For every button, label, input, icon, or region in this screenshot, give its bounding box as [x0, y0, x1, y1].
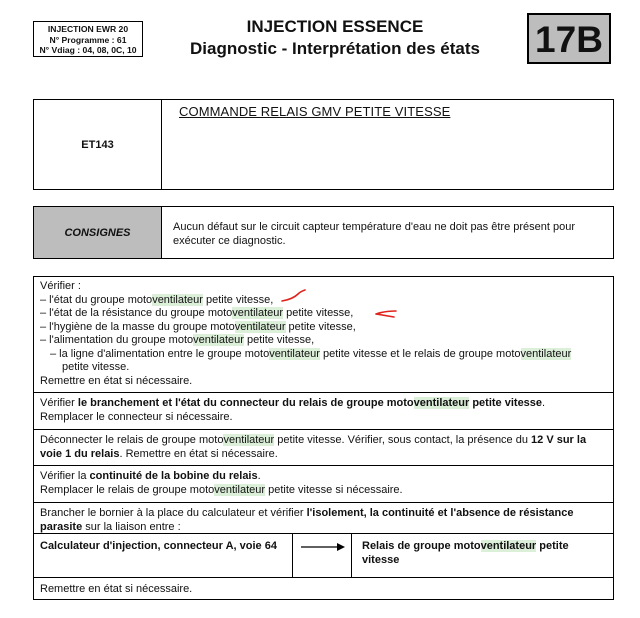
- text: Relais de groupe moto: [362, 540, 481, 552]
- final-repair: Remettre en état si nécessaire.: [40, 583, 193, 595]
- state-id: ET143: [34, 100, 162, 189]
- connection-from: Calculateur d'injection, connecteur A, voie 64: [40, 540, 277, 552]
- text: . Remettre en état si nécessaire.: [119, 447, 278, 460]
- diagnostic-procedure: [33, 276, 614, 600]
- section-code-badge: 17B: [527, 13, 611, 64]
- coil-check-section: [34, 466, 613, 503]
- text: .: [257, 470, 261, 482]
- insulation-check-section: [34, 503, 613, 534]
- check-sub-item: [40, 348, 607, 362]
- check-text: – la ligne d'alimentation entre le groupe moto: [50, 347, 270, 360]
- check-text: petite vitesse,: [283, 307, 354, 319]
- connection-row: [34, 534, 613, 578]
- text: Vérifier: [40, 397, 78, 409]
- header-info-box: [33, 21, 143, 57]
- consignes-table: [33, 206, 614, 259]
- connector-check-line: [40, 397, 607, 411]
- text: petite vitesse. Vérifier, sous contact, la présence du: [274, 434, 532, 446]
- check-text: petite vitesse,: [285, 320, 356, 333]
- bold-text: le branchement et l'état du connecteur du relais de groupe moto: [77, 397, 414, 409]
- bold-text: 12 V sur la voie 1 du relais: [40, 434, 587, 460]
- check-intro: Vérifier :: [40, 280, 81, 292]
- text: petite vitesse si nécessaire.: [265, 483, 403, 496]
- text: sur la liaison entre :: [82, 520, 181, 533]
- text: Déconnecter le relais de groupe moto: [40, 434, 224, 446]
- bold-text: l'isolement, la continuité et l'absence de résistance parasite: [40, 507, 574, 533]
- check-item: [40, 307, 607, 321]
- text: petite vitesse: [362, 540, 569, 566]
- highlight: ventilateur: [234, 320, 286, 333]
- check-item: [40, 321, 607, 335]
- state-table: [33, 99, 614, 190]
- highlight: ventilateur: [269, 347, 320, 360]
- highlight: ventilateur: [223, 434, 275, 446]
- check-text: – l'état de la résistance du groupe moto: [40, 307, 233, 319]
- text: Vérifier la: [40, 470, 90, 482]
- bold-text: petite vitesse: [469, 397, 543, 409]
- check-text: – l'hygiène de la masse du groupe moto: [40, 320, 235, 333]
- connector-check-line2: Remplacer le connecteur si nécessaire.: [40, 410, 233, 423]
- connection-arrow-cell: [292, 534, 352, 578]
- red-arrow-annotation-icon: [372, 307, 400, 321]
- check-item: [40, 334, 607, 348]
- bold-text: continuité de la bobine du relais: [89, 470, 258, 482]
- check-text: petite vitesse,: [202, 293, 274, 306]
- check-text: – l'état du groupe moto: [40, 293, 153, 306]
- check-item: [40, 294, 607, 308]
- header-info-line: N° Vdiag : 04, 08, 0C, 10: [39, 45, 137, 55]
- check-repair: Remettre en état si nécessaire.: [40, 374, 193, 387]
- arrow-right-icon: [293, 534, 351, 578]
- consignes-label: CONSIGNES: [34, 207, 162, 258]
- coil-check-line: [40, 470, 607, 484]
- check-sub-item-cont: petite vitesse.: [62, 361, 130, 373]
- connection-to: [362, 540, 602, 567]
- voltage-check-section: [34, 430, 613, 466]
- highlight: ventilateur: [520, 347, 572, 360]
- check-text: petite vitesse et le relais de groupe moto: [319, 347, 521, 360]
- state-title: COMMANDE RELAIS GMV PETITE VITESSE: [179, 104, 451, 119]
- highlight: ventilateur: [152, 293, 203, 306]
- header-info-line: N° Programme : 61: [49, 34, 127, 45]
- header-info-line: INJECTION EWR 20: [47, 24, 129, 34]
- page-title: INJECTION ESSENCE: [246, 17, 424, 36]
- red-check-annotation-icon: [280, 288, 308, 306]
- check-text: petite vitesse,: [243, 334, 315, 346]
- check-section: [34, 277, 613, 393]
- page-subtitle: Diagnostic - Interprétation des états: [190, 39, 480, 58]
- coil-check-line2: [40, 484, 607, 498]
- highlight: ventilateur: [214, 483, 266, 496]
- check-text: – l'alimentation du groupe moto: [40, 334, 194, 346]
- text: .: [542, 397, 546, 409]
- highlight: ventilateur: [480, 540, 537, 552]
- connector-check-section: [34, 393, 613, 430]
- highlight: ventilateur: [193, 334, 244, 346]
- text: Brancher le bornier à la place du calculateur et vérifier: [40, 507, 307, 519]
- consignes-text: Aucun défaut sur le circuit capteur température d'eau ne doit pas être présent pour exécuter ce diagnostic.: [173, 221, 576, 247]
- highlight: ventilateur: [232, 307, 284, 319]
- highlight: ventilateur: [413, 397, 470, 409]
- text: Remplacer le relais de groupe moto: [40, 483, 215, 496]
- page-title-block: [150, 16, 520, 61]
